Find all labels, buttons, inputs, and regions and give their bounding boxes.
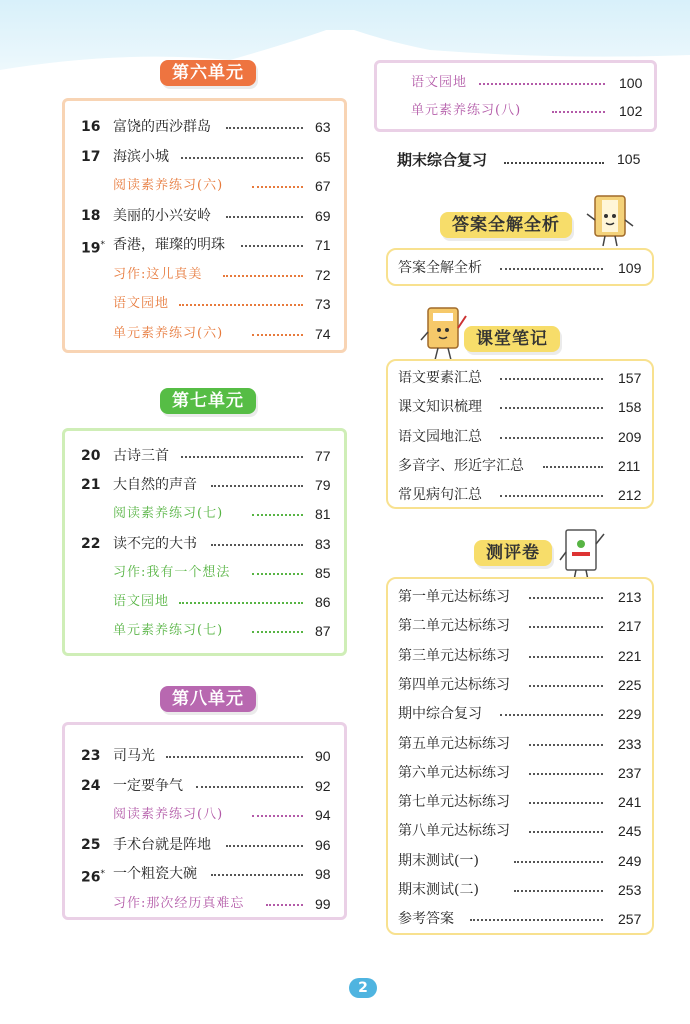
dot-leader [470, 916, 603, 921]
page-number-label: 212 [618, 487, 642, 504]
dot-leader [181, 453, 303, 458]
dot-leader [241, 242, 303, 247]
toc-row[interactable] [377, 99, 654, 123]
toc-row[interactable] [65, 322, 344, 346]
page-number-label: 245 [618, 823, 642, 840]
page-number-label: 102 [619, 103, 643, 119]
toc-row[interactable] [388, 425, 652, 449]
lesson-number: 25 [81, 836, 101, 853]
entry-title: 第一单元达标练习 [398, 589, 510, 605]
page-number-label: 217 [618, 618, 642, 635]
page-number-label: 229 [618, 706, 642, 723]
toc-row[interactable] [65, 892, 344, 916]
page-number-label: 69 [315, 207, 331, 224]
page-number-label: 109 [618, 260, 642, 276]
page-number-label: 67 [315, 178, 331, 194]
entry-title: 第四单元达标练习 [398, 676, 510, 693]
toc-row[interactable] [65, 590, 344, 614]
toc-row[interactable] [65, 502, 344, 526]
dot-leader [211, 482, 303, 487]
entry-title: 多音字、形近字汇总 [398, 457, 524, 474]
dot-leader [529, 770, 603, 775]
dot-leader [211, 871, 303, 876]
exercise-title: 习作:那次经历真难忘 [113, 895, 245, 911]
toc-row[interactable] [388, 849, 652, 873]
dot-leader [252, 570, 304, 575]
final-review-page: 105 [617, 151, 641, 167]
exercise-title: 单元素养练习(七) [113, 623, 224, 639]
toc-row[interactable] [388, 907, 652, 931]
entry-title: 第五单元达标练习 [398, 735, 510, 752]
toc-row[interactable] [388, 644, 652, 668]
lesson-number: 16 [81, 119, 101, 135]
dot-leader [500, 404, 603, 409]
tests-title: 测评卷 [474, 540, 552, 566]
answers-box [386, 248, 654, 286]
page-number-label: 158 [618, 399, 642, 416]
lesson-number: 26* [81, 869, 105, 886]
toc-row[interactable] [65, 744, 344, 768]
dot-leader [529, 828, 603, 833]
page-number-label: 96 [315, 836, 331, 853]
toc-row[interactable] [388, 585, 652, 609]
toc-row[interactable] [65, 774, 344, 798]
entry-title: 第七单元达标练习 [398, 794, 510, 811]
lesson-number: 20 [81, 448, 101, 464]
entry-title: 常见病句汇总 [398, 487, 482, 504]
toc-row[interactable] [388, 366, 652, 390]
toc-row[interactable] [388, 614, 652, 638]
dot-leader [500, 492, 603, 497]
exercise-title: 语文园地 [411, 75, 468, 90]
page-number-label: 86 [315, 594, 331, 610]
dot-leader [529, 623, 603, 628]
toc-row[interactable] [388, 732, 652, 756]
toc-row[interactable] [377, 71, 654, 95]
dot-leader [226, 842, 303, 847]
unit8-toc-box [62, 722, 347, 920]
page-number-label: 72 [315, 266, 331, 283]
dot-leader [500, 434, 603, 439]
page-number-label: 257 [618, 911, 642, 928]
entry-title: 第三单元达标练习 [398, 647, 510, 664]
entry-title: 语文要素汇总 [398, 370, 482, 386]
toc-row[interactable] [65, 803, 344, 827]
lesson-title: 一个粗瓷大碗 [113, 866, 197, 882]
test-paper-mascot-icon [558, 524, 606, 582]
dot-leader [226, 124, 303, 129]
toc-row[interactable] [65, 862, 344, 886]
unit6-title: 第六单元 [160, 60, 256, 86]
exercise-title: 阅读素养练习(七) [113, 506, 224, 522]
dot-leader [226, 213, 303, 218]
page-number-label: 233 [618, 735, 642, 752]
page-number-label: 213 [618, 589, 642, 605]
page-number-label: 79 [315, 477, 331, 494]
dot-leader [181, 154, 303, 159]
exercise-title: 语文园地 [113, 296, 170, 311]
toc-row[interactable] [65, 145, 344, 169]
entry-title: 参考答案 [398, 911, 454, 928]
dot-leader [529, 682, 603, 687]
toc-row[interactable] [388, 454, 652, 478]
toc-row[interactable] [388, 395, 652, 419]
exercise-title: 阅读素养练习(八) [113, 807, 224, 822]
dot-leader [500, 375, 603, 380]
tests-box [386, 577, 654, 935]
dot-leader [514, 858, 603, 863]
unit7-title: 第七单元 [160, 388, 256, 414]
toc-row[interactable] [65, 263, 344, 287]
page-number: 2 [349, 978, 377, 998]
exercise-title: 单元素养练习(六) [113, 325, 224, 341]
page-number-label: 237 [618, 764, 642, 781]
lesson-title: 大自然的声音 [113, 477, 197, 494]
page-number-label: 87 [315, 623, 331, 640]
dot-leader [252, 183, 304, 188]
toc-row[interactable] [388, 702, 652, 726]
lesson-title: 一定要争气 [113, 777, 183, 794]
answers-title: 答案全解全析 [440, 212, 572, 238]
page-number-label: 225 [618, 676, 642, 693]
exercise-title: 语文园地 [113, 594, 170, 609]
dot-leader [252, 628, 304, 633]
entry-title: 期末测试(二) [398, 882, 479, 898]
toc-row[interactable] [388, 819, 652, 843]
dot-leader [514, 887, 603, 892]
toc-row[interactable] [65, 444, 344, 468]
dot-leader [223, 272, 304, 277]
entry-title: 第六单元达标练习 [398, 764, 510, 781]
entry-title: 第八单元达标练习 [398, 823, 510, 840]
lesson-number: 24 [81, 777, 101, 794]
dot-leader [252, 331, 304, 336]
notes-title: 课堂笔记 [464, 326, 560, 352]
entry-title: 期末测试(一) [398, 852, 479, 869]
page-number-label: 94 [315, 807, 331, 823]
page-number-label: 221 [618, 647, 642, 664]
page-number-label: 253 [618, 882, 642, 898]
lesson-title: 富饶的西沙群岛 [113, 119, 211, 135]
lesson-number: 22 [81, 535, 101, 552]
page-number-label: 63 [315, 119, 331, 135]
entry-title: 课文知识梳理 [398, 399, 482, 416]
lesson-number: 23 [81, 748, 101, 764]
dot-leader [529, 594, 603, 599]
page-number-label: 73 [315, 296, 331, 312]
page-number-label: 157 [618, 370, 642, 386]
dot-leader [529, 741, 603, 746]
toc-row[interactable] [388, 878, 652, 902]
lesson-title: 香港，璀璨的明珠 [113, 237, 225, 253]
unit8-title: 第八单元 [160, 686, 256, 712]
dot-leader [500, 711, 603, 716]
lesson-title: 手术台就是阵地 [113, 836, 211, 853]
lesson-number: 21 [81, 477, 101, 494]
exercise-title: 阅读素养练习(六) [113, 178, 224, 193]
toc-row[interactable] [388, 256, 652, 280]
toc-row[interactable] [65, 174, 344, 198]
final-review-title: 期末综合复习 [397, 151, 488, 169]
page-number-label: 249 [618, 852, 642, 869]
dot-leader [552, 108, 606, 113]
dot-leader [196, 783, 303, 788]
page-number-label: 92 [315, 777, 331, 794]
toc-row[interactable] [65, 619, 344, 643]
dot-leader [179, 599, 303, 604]
exercise-title: 单元素养练习(八) [411, 103, 522, 118]
page-number-label: 74 [315, 325, 331, 342]
exercise-title: 习作:这儿真美 [113, 266, 203, 282]
page-number-label: 77 [315, 448, 331, 464]
dot-leader [500, 265, 603, 270]
entry-title: 答案全解全析 [398, 260, 482, 276]
toc-row[interactable] [65, 233, 344, 257]
toc-row[interactable] [65, 833, 344, 857]
dot-leader [166, 753, 303, 758]
entry-title: 期中综合复习 [398, 706, 482, 723]
entry-title: 第二单元达标练习 [398, 618, 510, 635]
toc-row[interactable] [388, 673, 652, 697]
page-number-label: 90 [315, 748, 331, 764]
dot-leader [266, 901, 303, 906]
toc-row[interactable] [65, 473, 344, 497]
dot-leader [252, 812, 304, 817]
page-number-label: 83 [315, 535, 331, 552]
lesson-title: 司马光 [113, 748, 155, 764]
page-number-label: 211 [618, 457, 641, 474]
page-number-label: 241 [618, 794, 642, 811]
dot-leader [252, 511, 304, 516]
exercise-title: 习作:我有一个想法 [113, 564, 231, 580]
book-mascot-icon [585, 190, 635, 248]
toc-row[interactable] [388, 790, 652, 814]
dot-leader [179, 301, 303, 306]
page-number-label: 81 [315, 506, 331, 523]
unit6-toc-box [62, 98, 347, 353]
page-number-label: 71 [315, 237, 331, 253]
page-number-label: 98 [315, 866, 331, 882]
page-number-label: 65 [315, 148, 331, 165]
lesson-title: 美丽的小兴安岭 [113, 207, 211, 224]
lesson-number: 18 [81, 207, 101, 224]
notebook-mascot-icon [418, 302, 468, 364]
notes-box [386, 359, 654, 509]
dot-leader [529, 653, 603, 658]
lesson-number: 19* [81, 240, 105, 257]
dot-leader [529, 799, 603, 804]
dot-leader [479, 80, 605, 85]
lesson-title: 读不完的大书 [113, 535, 197, 552]
lesson-title: 海滨小城 [113, 148, 169, 165]
unit7-toc-box [62, 428, 347, 656]
page-number-label: 99 [315, 895, 331, 912]
page-number-label: 85 [315, 564, 331, 581]
page-number-label: 100 [619, 75, 643, 91]
toc-row[interactable] [65, 115, 344, 139]
dot-leader [211, 541, 303, 546]
dot-leader [543, 463, 603, 468]
toc-row[interactable] [65, 532, 344, 556]
lesson-title: 古诗三首 [113, 448, 169, 464]
lesson-number: 17 [81, 148, 101, 165]
toc-row[interactable] [388, 761, 652, 785]
toc-row[interactable] [65, 561, 344, 585]
page-number-label: 209 [618, 428, 642, 445]
toc-row[interactable] [65, 204, 344, 228]
toc-row[interactable] [65, 292, 344, 316]
dot-leader [504, 159, 604, 164]
toc-row[interactable] [388, 483, 652, 507]
unit8-continued-box [374, 60, 657, 132]
entry-title: 语文园地汇总 [398, 428, 482, 445]
